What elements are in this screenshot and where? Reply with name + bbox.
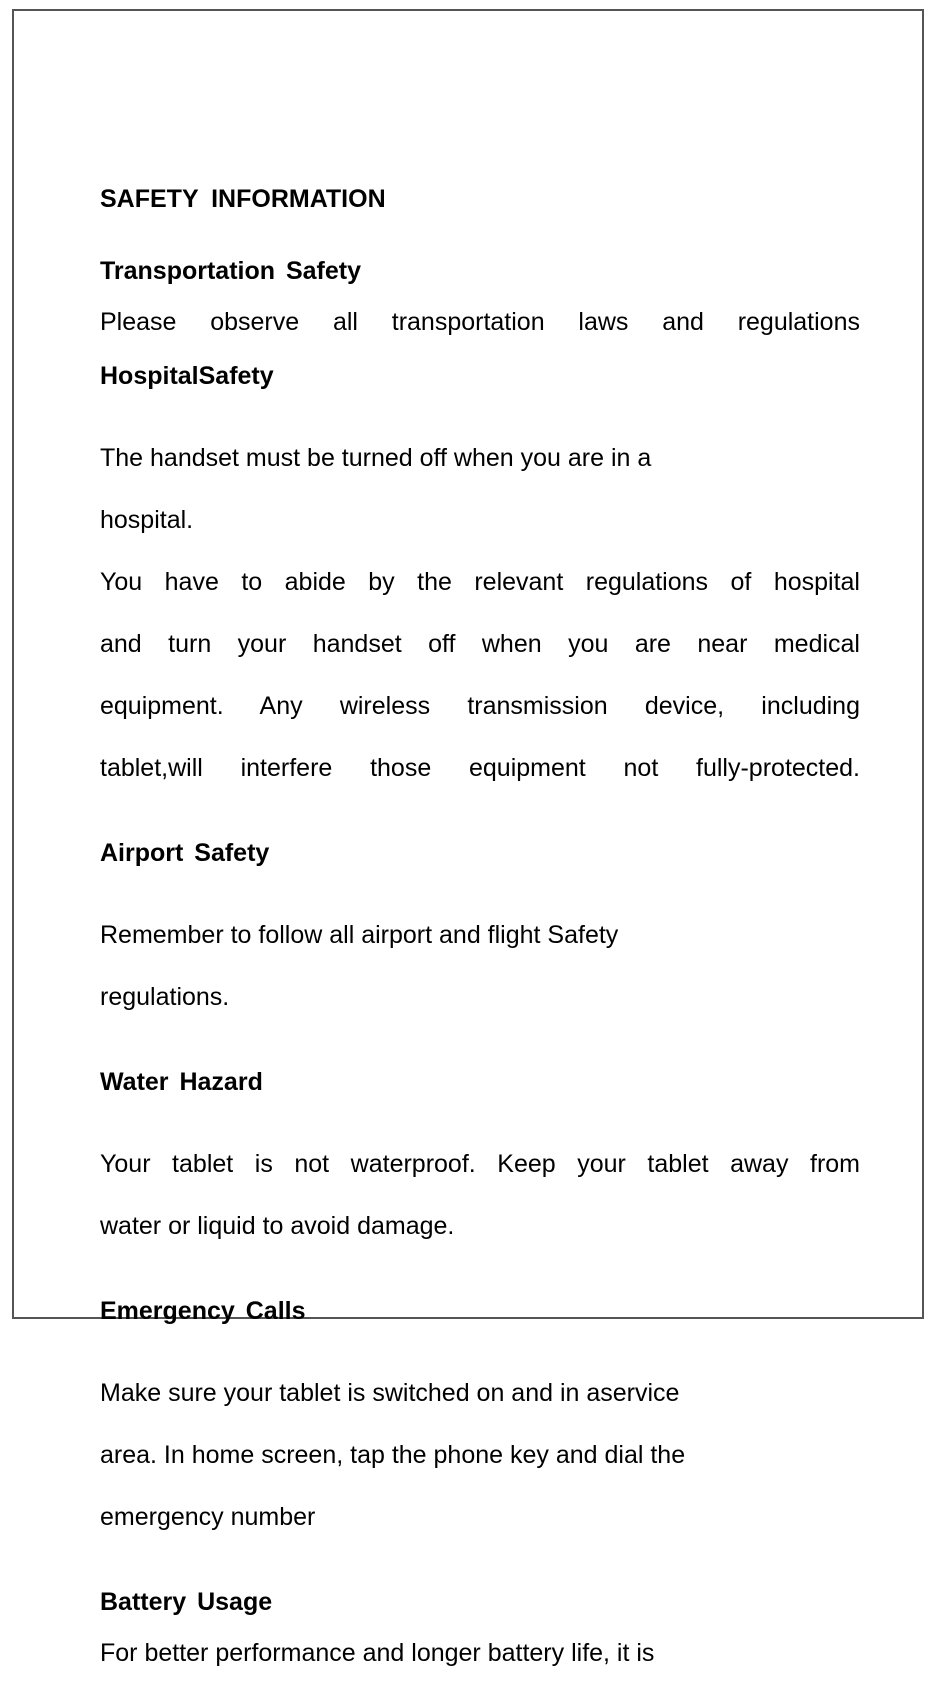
- body-line: regulations.: [100, 983, 230, 1011]
- section-heading: Emergency Calls: [100, 1297, 306, 1325]
- section-body: [100, 412, 860, 815]
- body-line: and turn your handset off when you are near medical: [100, 630, 860, 658]
- document-content: [100, 183, 860, 1691]
- body-line: equipment. Any wireless transmission device, including: [100, 692, 860, 720]
- section-heading: Transportation Safety: [100, 257, 361, 285]
- body-line: area. In home screen, tap the phone key and dial the: [100, 1441, 686, 1469]
- body-line: tablet,will interfere those equipment not fully-protected.: [100, 754, 860, 782]
- section-hospital-safety: [100, 360, 860, 815]
- body-line: Make sure your tablet is switched on and in aservice: [100, 1379, 680, 1407]
- body-line: hospital.: [100, 506, 194, 534]
- body-line: Your tablet is not waterproof. Keep your tablet away from: [100, 1150, 860, 1178]
- section-heading: Battery Usage: [100, 1588, 273, 1616]
- section-body: Please observe all transportation laws and regulations: [100, 308, 860, 336]
- section-heading: Water Hazard: [100, 1068, 263, 1096]
- section-battery-usage: [100, 1586, 860, 1669]
- section-body: [100, 1118, 860, 1273]
- body-line: emergency number: [100, 1503, 316, 1531]
- section-transportation-safety: [100, 255, 860, 338]
- document-title: SAFETY INFORMATION: [100, 185, 386, 213]
- section-emergency-calls: [100, 1295, 860, 1564]
- section-heading: Airport Safety: [100, 839, 270, 867]
- body-line: The handset must be turned off when you are in a: [100, 444, 652, 472]
- section-body: [100, 1347, 860, 1564]
- body-line: water or liquid to avoid damage.: [100, 1212, 455, 1240]
- section-airport-safety: [100, 837, 860, 1044]
- body-line: You have to abide by the relevant regulations of hospital: [100, 568, 860, 596]
- section-body: [100, 889, 860, 1044]
- section-heading: HospitalSafety: [100, 362, 274, 390]
- body-line: Remember to follow all airport and flight Safety: [100, 921, 619, 949]
- section-body: For better performance and longer battery life, it is: [100, 1639, 655, 1667]
- section-water-hazard: [100, 1066, 860, 1273]
